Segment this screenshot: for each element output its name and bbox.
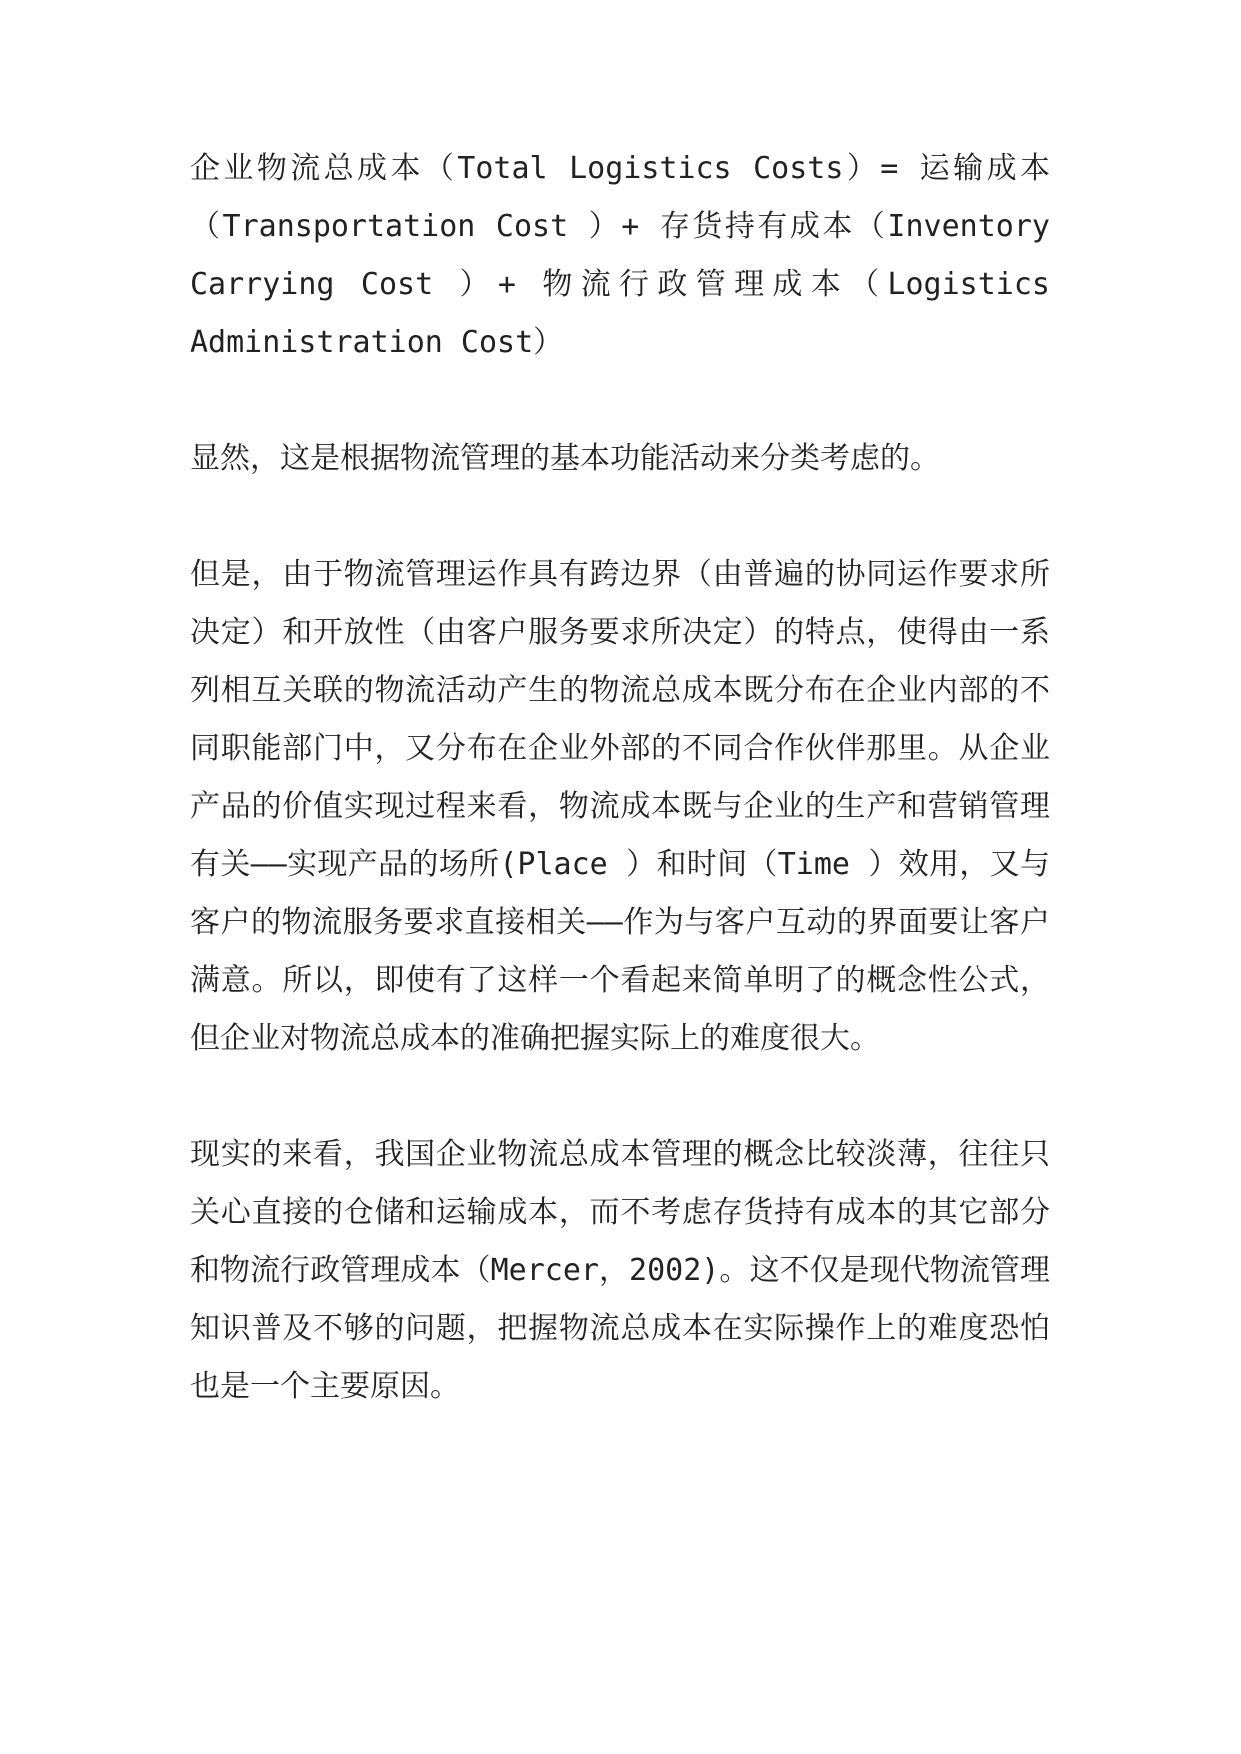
document-body	[190, 140, 1050, 1416]
paragraph-classification-note: 显然，这是根据物流管理的基本功能活动来分类考虑的。	[190, 441, 940, 476]
paragraph-total-cost-formula: 企业物流总成本（Total Logistics Costs）= 运输成本（Transportation Cost ）+ 存货持有成本（Inventory Carrying Cost ）+ 物流行政管理成本（Logistics Administration Cost）	[190, 151, 1050, 360]
paragraph-current-situation: 现实的来看，我国企业物流总成本管理的概念比较淡薄，往往只关心直接的仓储和运输成本，而不考虑存货持有成本的其它部分和物流行政管理成本（Mercer，2002)。这不仅是现代物流管理知识普及不够的问题，把握物流总成本在实际操作上的难度恐怕也是一个主要原因。	[190, 1137, 1050, 1404]
paragraph-cross-boundary-difficulty: 但是，由于物流管理运作具有跨边界（由普遍的协同运作要求所决定）和开放性（由客户服务要求所决定）的特点，使得由一系列相互关联的物流活动产生的物流总成本既分布在企业内部的不同职能部门中，又分布在企业外部的不同合作伙伴那里。从企业产品的价值实现过程来看，物流成本既与企业的生产和营销管理有关——实现产品的场所(Place ）和时间（Time ）效用，又与客户的物流服务要求直接相关——作为与客户互动的界面要让客户满意。所以，即使有了这样一个看起来简单明了的概念性公式，但企业对物流总成本的准确把握实际上的难度很大。	[190, 557, 1050, 1056]
